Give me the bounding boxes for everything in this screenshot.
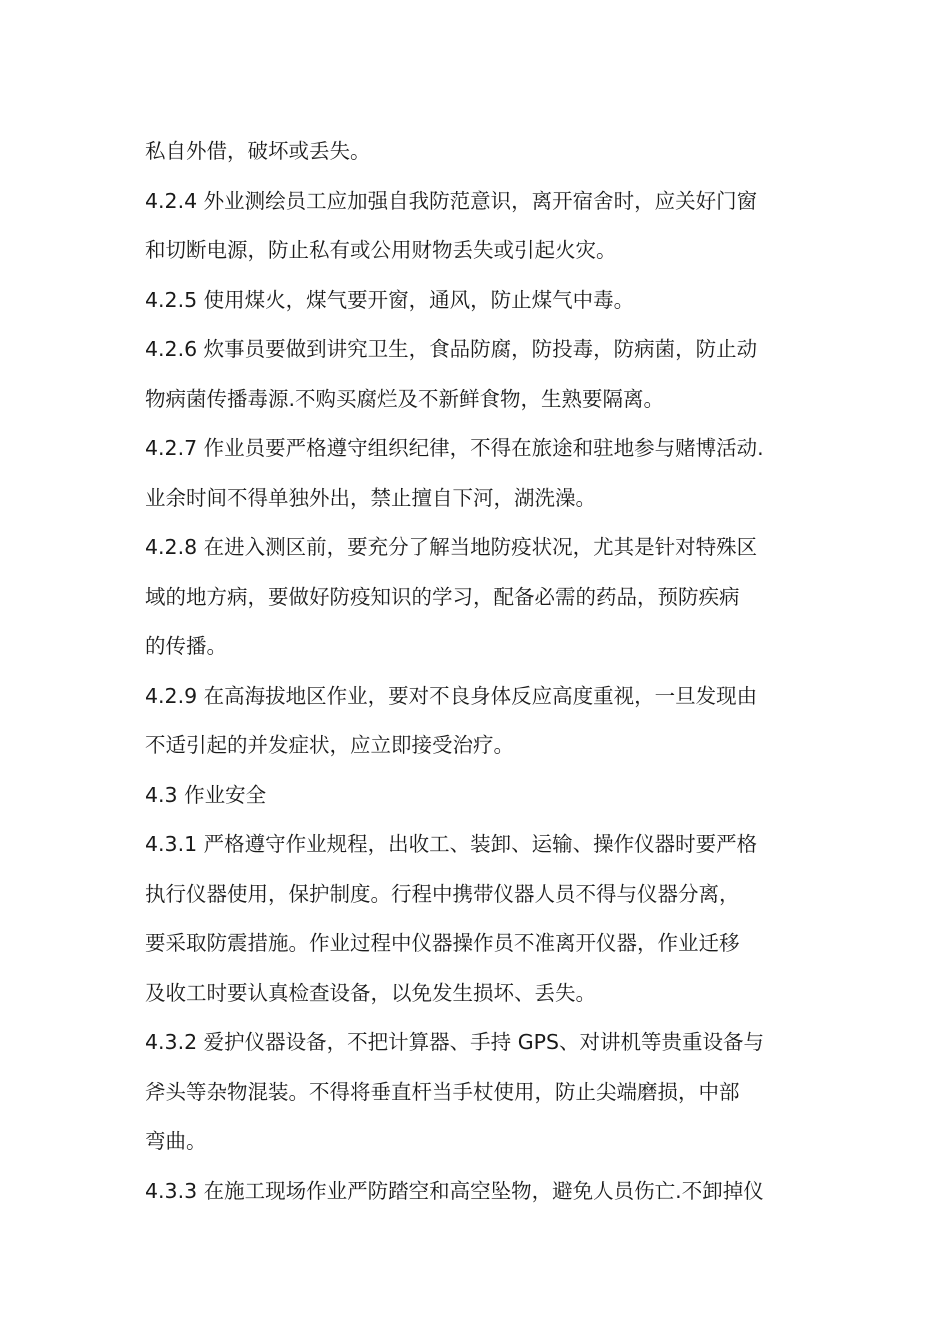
text-line: 不适引起的并发症状，应立即接受治疗。 [145,733,514,757]
text-line: 业余时间不得单独外出，禁止擅自下河，湖洗澡。 [145,485,596,510]
document-body [145,127,815,1216]
text-line: 私自外借，破坏或丢失。 [145,139,371,163]
text-line: 弯曲。 [145,1129,207,1153]
text-line: 物病菌传播毒源.不购买腐烂及不新鲜食物，生熟要隔离。 [145,386,665,411]
text-line: 的传播。 [145,634,227,658]
text-line: 和切断电源，防止私有或公用财物丢失或引起火灾。 [145,238,617,262]
text-line: 域的地方病，要做好防疫知识的学习，配备必需的药品，预防疾病 [145,584,740,609]
section-heading: 4.3 作业安全 [145,782,267,807]
text-line: 4.3.2 爱护仪器设备，不把计算器、手持 GPS、对讲机等贵重设备与 [145,1030,764,1054]
text-line: 斧头等杂物混装。不得将垂直杆当手杖使用，防止尖端磨损，中部 [145,1079,740,1104]
text-line: 要采取防震措施。作业过程中仪器操作员不准离开仪器，作业迁移 [145,931,740,955]
text-line: 4.3.1 严格遵守作业规程，出收工、装卸、运输、操作仪器时要严格 [145,832,758,856]
text-line: 及收工时要认真检查设备，以免发生损坏、丢失。 [145,980,596,1005]
text-line: 4.2.4 外业测绘员工应加强自我防范意识，离开宿舍时，应关好门窗 [145,188,758,213]
text-line: 4.2.8 在进入测区前，要充分了解当地防疫状况，尤其是针对特殊区 [145,535,758,559]
text-line: 4.2.9 在高海拔地区作业，要对不良身体反应高度重视，一旦发现由 [145,683,758,708]
text-line: 4.2.5 使用煤火，煤气要开窗，通风，防止煤气中毒。 [145,287,635,312]
text-line: 执行仪器使用，保护制度。行程中携带仪器人员不得与仪器分离， [145,881,740,906]
text-line: 4.3.3 在施工现场作业严防踏空和高空坠物，避免人员伤亡.不卸掉仪 [145,1178,764,1203]
text-line: 4.2.7 作业员要严格遵守组织纪律，不得在旅途和驻地参与赌博活动. [145,436,764,460]
text-line: 4.2.6 炊事员要做到讲究卫生，食品防腐，防投毒，防病菌，防止动 [145,337,758,361]
